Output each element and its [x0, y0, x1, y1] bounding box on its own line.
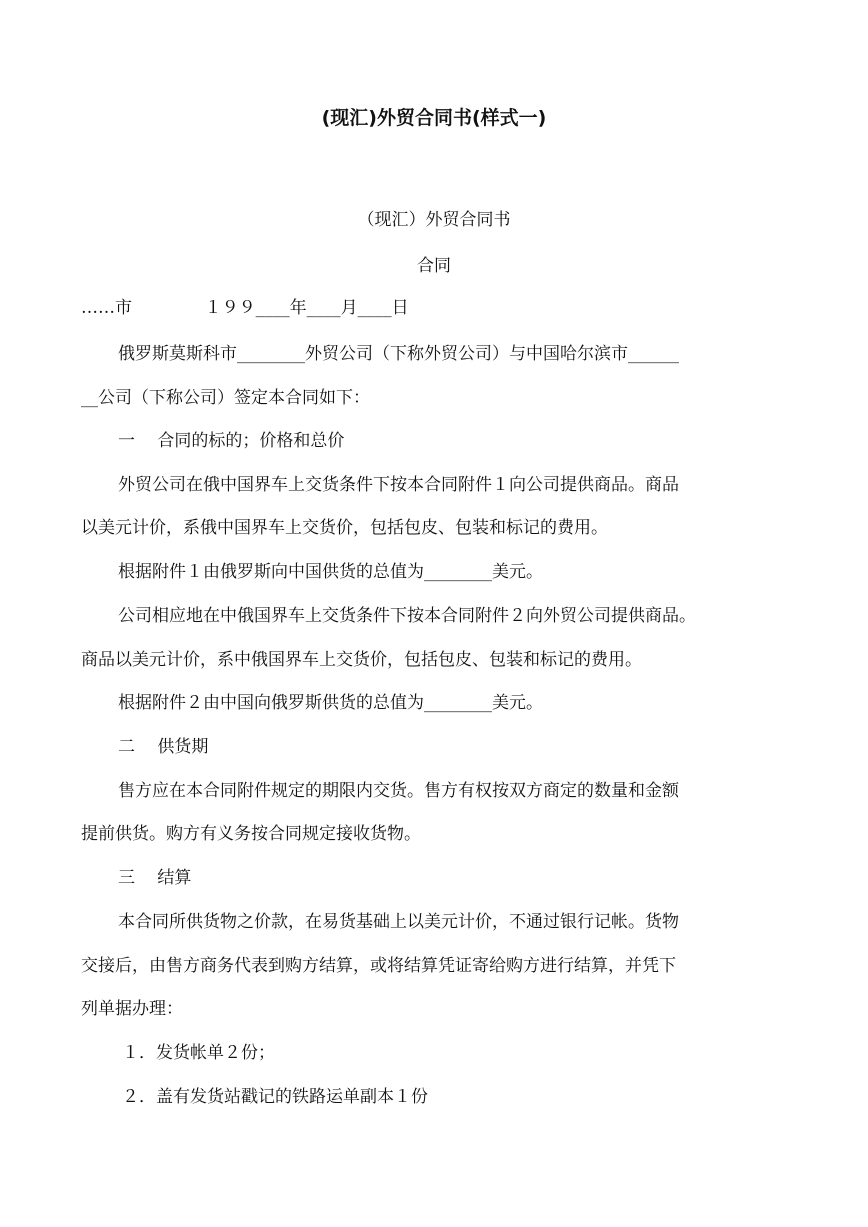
paragraph-line: 公司相应地在中俄国界车上交货条件下按本合同附件２向外贸公司提供商品。 — [118, 606, 696, 626]
paragraph-line: 根据附件１由俄罗斯向中国供货的总值为________美元。 — [118, 562, 543, 582]
section-heading: 三 结算 — [118, 868, 192, 888]
paragraph-line: 交接后，由售方商务代表到购方结算，或将结算凭证寄给购方进行结算，并凭下 — [81, 956, 676, 976]
paragraph-line: 外贸公司在俄中国界车上交货条件下按本合同附件１向公司提供商品。商品 — [118, 475, 679, 495]
paragraph-line: 以美元计价，系俄中国界车上交货价，包括包皮、包装和标记的费用。 — [81, 518, 608, 538]
paragraph-line: 本合同所供货物之价款，在易货基础上以美元计价，不通过银行记帐。货物 — [118, 912, 679, 932]
contract-heading: （现汇）外贸合同书 — [357, 210, 511, 230]
section-heading: 二 供货期 — [118, 737, 209, 757]
paragraph-line: 售方应在本合同附件规定的期限内交货。售方有权按双方商定的数量和金额 — [118, 781, 679, 801]
date-line: ……市 １９９____年____月____日 — [81, 298, 409, 318]
document-title: (现汇)外贸合同书(样式一) — [321, 107, 547, 129]
paragraph-line: 列单据办理： — [81, 999, 183, 1019]
paragraph-line: 根据附件２由中国向俄罗斯供货的总值为________美元。 — [118, 693, 543, 713]
paragraph-line: 商品以美元计价，系中俄国界车上交货价，包括包皮、包装和标记的费用。 — [81, 650, 642, 670]
section-heading: 一 合同的标的；价格和总价 — [118, 431, 345, 451]
paragraph-line: 提前供货。购方有义务按合同规定接收货物。 — [81, 824, 421, 844]
contract-subheading: 合同 — [417, 256, 451, 276]
paragraph-line: 俄罗斯莫斯科市________外贸公司（下称外贸公司）与中国哈尔滨市______ — [118, 344, 679, 364]
paragraph-line: __公司（下称公司）签定本合同如下： — [81, 388, 370, 408]
list-item: １．发货帐单２份； — [122, 1043, 275, 1063]
list-item: ２．盖有发货站戳记的铁路运单副本１份 — [122, 1087, 428, 1107]
